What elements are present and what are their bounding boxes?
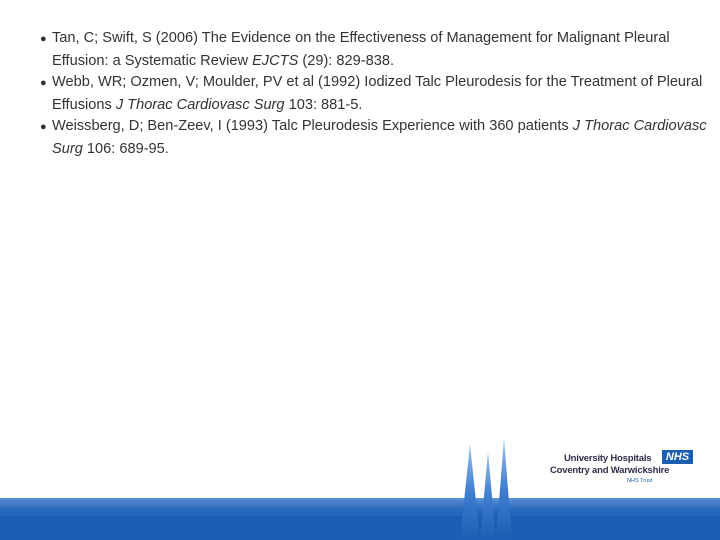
logo-trust: NHS Trust: [627, 478, 653, 484]
reference-citation: 106: 689-95.: [82, 140, 169, 157]
logo-line2: Coventry and Warwickshire: [550, 465, 670, 476]
hospital-logo: [550, 448, 700, 493]
journal-name: EJCTS: [252, 52, 299, 69]
reference-text: Tan, C; Swift, S (2006) The Evidence on the Effectiveness of Management for Malignant Pleural Effusion: a Systematic Review: [52, 30, 670, 69]
logo-line1: University Hospitals: [564, 453, 652, 464]
logo-spikes-icon: [440, 430, 540, 540]
bullet-icon: ●: [40, 77, 47, 89]
reference-text: Webb, WR; Ozmen, V; Moulder, PV et al (1992) Iodized Talc Pleurodesis for the Treatment of Pleural Effusions: [52, 74, 703, 113]
journal-name: J Thorac Cardiovasc Surg: [52, 118, 707, 157]
footer-band: [0, 498, 720, 540]
reference-citation: 103: 881-5.: [284, 96, 363, 113]
reference-citation: (29): 829-838.: [298, 52, 395, 69]
reference-text: Weissberg, D; Ben-Zeev, I (1993) Talc Pleurodesis Experience with 360 patients: [52, 118, 573, 134]
bullet-icon: ●: [40, 33, 47, 45]
nhs-badge: NHS: [662, 450, 693, 464]
journal-name: J Thorac Cardiovasc Surg: [115, 96, 285, 113]
bullet-icon: ●: [40, 121, 47, 133]
